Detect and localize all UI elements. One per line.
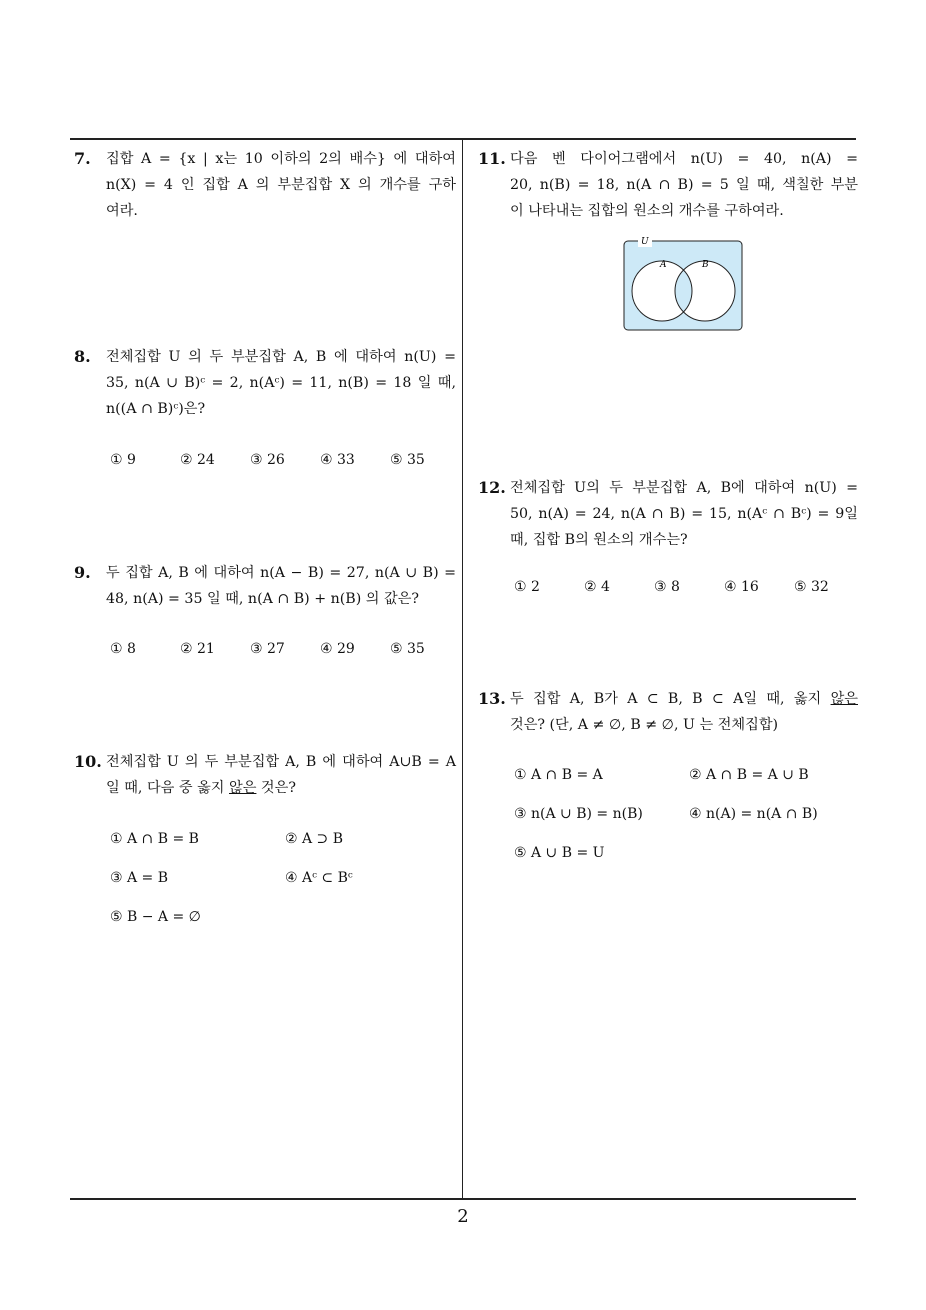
question-7: [74, 146, 456, 224]
text-segment: 두 집합 A, B가 A ⊂ B, B ⊂ A일 때, 옳지: [510, 691, 831, 707]
text-segment: 것은?: [256, 780, 296, 796]
venn-diagram: [620, 234, 746, 334]
choice-4[interactable]: ④ 16: [724, 579, 759, 595]
question-text-line: 때, 집합 B의 원소의 개수는?: [510, 532, 688, 548]
question-text-line: 35, n(A ∪ B)ᶜ = 2, n(Aᶜ) = 11, n(B) = 18 일 때,: [106, 375, 456, 391]
question-text-line: [510, 686, 858, 712]
choice-4[interactable]: ④ 33: [320, 452, 355, 468]
question-number: 7.: [74, 149, 91, 168]
choices-q13: [514, 767, 854, 867]
choice-2[interactable]: ② 21: [180, 641, 215, 657]
choice-3[interactable]: ③ 8: [654, 579, 680, 595]
question-text-line: 20, n(B) = 18, n(A ∩ B) = 5 일 때, 색칠한 부분: [510, 177, 858, 193]
choice-3[interactable]: ③ A = B: [110, 870, 169, 886]
choice-5[interactable]: ⑤ 32: [794, 579, 829, 595]
choice-4[interactable]: ④ 29: [320, 641, 355, 657]
question-number: 9.: [74, 563, 91, 582]
choice-5[interactable]: ⑤ 35: [390, 452, 425, 468]
question-text-line: 것은? (단, A ≠ ∅, B ≠ ∅, U 는 전체집합): [510, 717, 779, 733]
choice-4[interactable]: ④ n(A) = n(A ∩ B): [689, 806, 818, 822]
question-8: [74, 344, 456, 422]
choice-3[interactable]: ③ 27: [250, 641, 285, 657]
question-text-line: 전체집합 U의 두 부분집합 A, B에 대하여 n(U) =: [510, 480, 858, 496]
question-text-line: 전체집합 U 의 두 부분집합 A, B 에 대하여 n(U) =: [106, 349, 456, 365]
question-text-line: n((A ∩ B)ᶜ)은?: [106, 401, 206, 417]
question-text-line: 여라.: [106, 203, 138, 219]
column-divider: [462, 139, 463, 1199]
question-13: [478, 686, 858, 738]
question-number: 8.: [74, 347, 91, 366]
question-11: [478, 146, 858, 224]
question-text-line: 집합 A = {x | x는 10 이하의 2의 배수} 에 대하여: [106, 151, 456, 167]
question-12: [478, 475, 858, 553]
question-9: [74, 560, 456, 612]
choice-1[interactable]: ① A ∩ B = A: [514, 767, 603, 783]
choice-2[interactable]: ② A ⊃ B: [285, 831, 344, 847]
question-10: [74, 749, 456, 801]
question-text-line: 두 집합 A, B 에 대하여 n(A − B) = 27, n(A ∪ B) =: [106, 565, 456, 581]
underlined-word: 않은: [830, 691, 858, 707]
choice-5[interactable]: ⑤ B − A = ∅: [110, 909, 201, 925]
bottom-rule: [70, 1198, 856, 1200]
choice-1[interactable]: ① 8: [110, 641, 136, 657]
choice-3[interactable]: ③ 26: [250, 452, 285, 468]
question-number: 12.: [478, 478, 506, 497]
choice-3[interactable]: ③ n(A ∪ B) = n(B): [514, 806, 643, 822]
question-text-line: 50, n(A) = 24, n(A ∩ B) = 15, n(Aᶜ ∩ Bᶜ) = 9일: [510, 506, 858, 522]
question-text-line: n(X) = 4 인 집합 A 의 부분집합 X 의 개수를 구하: [106, 177, 456, 193]
choice-1[interactable]: ① A ∩ B = B: [110, 831, 199, 847]
set-a-label: A: [660, 260, 667, 270]
question-number: 10.: [74, 752, 102, 771]
choice-2[interactable]: ② 24: [180, 452, 215, 468]
choice-5[interactable]: ⑤ A ∪ B = U: [514, 845, 605, 861]
choice-5[interactable]: ⑤ 35: [390, 641, 425, 657]
question-text-line: 48, n(A) = 35 일 때, n(A ∩ B) + n(B) 의 값은?: [106, 591, 420, 607]
choice-4[interactable]: ④ Aᶜ ⊂ Bᶜ: [285, 870, 353, 886]
question-text-line: 다음 벤 다이어그램에서 n(U) = 40, n(A) =: [510, 151, 858, 167]
question-text-line: 이 나타내는 집합의 원소의 개수를 구하여라.: [510, 203, 784, 219]
question-number: 13.: [478, 689, 506, 708]
choice-2[interactable]: ② 4: [584, 579, 610, 595]
question-text-line: [106, 775, 456, 801]
choice-1[interactable]: ① 9: [110, 452, 136, 468]
underlined-word: 않은: [229, 780, 257, 796]
question-number: 11.: [478, 149, 506, 168]
choice-1[interactable]: ① 2: [514, 579, 540, 595]
choices-q10: [110, 831, 450, 931]
text-segment: 일 때, 다음 중 옳지: [106, 780, 229, 796]
page-number: 2: [457, 1206, 469, 1227]
choice-2[interactable]: ② A ∩ B = A ∪ B: [689, 767, 809, 783]
universe-label: U: [641, 237, 649, 247]
set-b-label: B: [702, 260, 709, 270]
question-text-line: 전체집합 U 의 두 부분집합 A, B 에 대하여 A∪B = A: [106, 754, 456, 770]
